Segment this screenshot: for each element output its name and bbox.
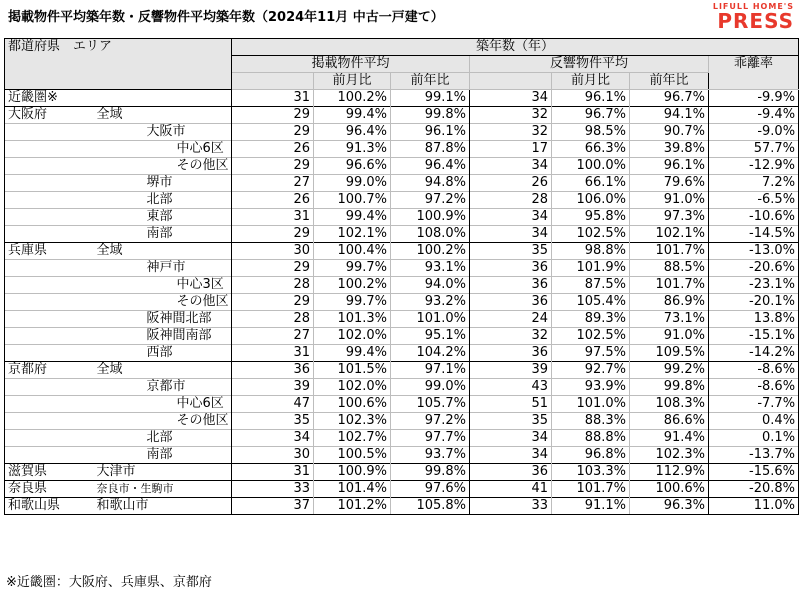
table-row — [5, 243, 799, 260]
prefecture-cell: 兵庫県 — [5, 243, 89, 260]
prefecture-cell — [5, 141, 89, 158]
value-cell-gap: 13.8% — [709, 311, 799, 328]
value-cell-gap: -9.4% — [709, 107, 799, 124]
region-header: 都道府県 エリア — [5, 39, 232, 90]
value-cell-gap: -9.9% — [709, 90, 799, 107]
prefecture-cell — [5, 345, 89, 362]
value-cell-lmom: 100.2% — [314, 277, 391, 294]
table-row — [5, 396, 799, 413]
value-cell-lmom: 102.0% — [314, 379, 391, 396]
prefecture-cell — [5, 311, 89, 328]
value-cell-gap: -6.5% — [709, 192, 799, 209]
prefecture-cell — [5, 447, 89, 464]
value-cell-gap: -14.2% — [709, 345, 799, 362]
table-row — [5, 379, 799, 396]
value-cell-lyoy: 97.2% — [391, 192, 470, 209]
value-cell-gap: 0.1% — [709, 430, 799, 447]
value-cell-lyoy: 105.7% — [391, 396, 470, 413]
value-cell-lyoy: 97.2% — [391, 413, 470, 430]
logo-line2: PRESS — [717, 9, 794, 33]
value-cell-lmom: 100.9% — [314, 464, 391, 481]
value-cell-iyoy: 88.5% — [630, 260, 709, 277]
listed-mom-header: 前月比 — [314, 73, 391, 90]
value-cell-inq: 34 — [470, 430, 552, 447]
value-cell-gap: -15.6% — [709, 464, 799, 481]
value-cell-listed: 28 — [232, 277, 314, 294]
area-cell: 堺市 — [89, 175, 232, 192]
value-cell-inq: 51 — [470, 396, 552, 413]
table-row — [5, 447, 799, 464]
value-cell-inq: 26 — [470, 175, 552, 192]
value-cell-lmom: 99.4% — [314, 107, 391, 124]
prefecture-cell — [5, 175, 89, 192]
value-cell-imom: 101.0% — [552, 396, 630, 413]
value-cell-lmom: 101.3% — [314, 311, 391, 328]
table-row — [5, 260, 799, 277]
value-cell-iyoy: 86.6% — [630, 413, 709, 430]
value-cell-lmom: 99.7% — [314, 260, 391, 277]
value-cell-inq: 17 — [470, 141, 552, 158]
value-cell-imom: 105.4% — [552, 294, 630, 311]
value-cell-listed: 30 — [232, 243, 314, 260]
value-cell-imom: 102.5% — [552, 226, 630, 243]
value-cell-iyoy: 100.6% — [630, 481, 709, 498]
area-cell: 南部 — [89, 226, 232, 243]
area-cell: 北部 — [89, 430, 232, 447]
prefecture-cell: 大阪府 — [5, 107, 89, 124]
prefecture-cell — [5, 209, 89, 226]
value-cell-iyoy: 102.3% — [630, 447, 709, 464]
value-cell-lyoy: 105.8% — [391, 498, 470, 515]
gap-header: 乖離率 — [709, 56, 799, 90]
area-cell: 大津市 — [89, 464, 232, 481]
prefecture-cell — [5, 226, 89, 243]
age-header: 築年数（年） — [232, 39, 799, 56]
value-cell-inq: 34 — [470, 447, 552, 464]
value-cell-iyoy: 86.9% — [630, 294, 709, 311]
value-cell-imom: 98.8% — [552, 243, 630, 260]
prefecture-cell: 奈良県 — [5, 481, 89, 498]
value-cell-iyoy: 101.7% — [630, 277, 709, 294]
value-cell-lmom: 99.4% — [314, 345, 391, 362]
value-cell-iyoy: 39.8% — [630, 141, 709, 158]
value-cell-lyoy: 108.0% — [391, 226, 470, 243]
value-cell-iyoy: 90.7% — [630, 124, 709, 141]
value-cell-lmom: 96.6% — [314, 158, 391, 175]
value-cell-gap: -7.7% — [709, 396, 799, 413]
prefecture-cell — [5, 192, 89, 209]
value-cell-listed: 26 — [232, 192, 314, 209]
area-cell: 和歌山市 — [89, 498, 232, 515]
prefecture-cell: 近畿圏※ — [5, 90, 89, 107]
value-cell-inq: 34 — [470, 226, 552, 243]
value-cell-lmom: 100.2% — [314, 90, 391, 107]
table-row — [5, 430, 799, 447]
value-cell-gap: -23.1% — [709, 277, 799, 294]
value-cell-gap: -9.0% — [709, 124, 799, 141]
value-cell-inq: 43 — [470, 379, 552, 396]
table-row — [5, 328, 799, 345]
value-cell-iyoy: 101.7% — [630, 243, 709, 260]
value-cell-imom: 93.9% — [552, 379, 630, 396]
value-cell-listed: 39 — [232, 379, 314, 396]
value-cell-lyoy: 93.2% — [391, 294, 470, 311]
value-cell-gap: -14.5% — [709, 226, 799, 243]
value-cell-lyoy: 94.8% — [391, 175, 470, 192]
value-cell-lyoy: 96.1% — [391, 124, 470, 141]
value-cell-imom: 96.1% — [552, 90, 630, 107]
area-cell: 北部 — [89, 192, 232, 209]
value-cell-imom: 96.7% — [552, 107, 630, 124]
prefecture-cell — [5, 294, 89, 311]
table-row — [5, 141, 799, 158]
value-cell-iyoy: 102.1% — [630, 226, 709, 243]
value-cell-imom: 103.3% — [552, 464, 630, 481]
value-cell-iyoy: 96.1% — [630, 158, 709, 175]
value-cell-lyoy: 99.8% — [391, 107, 470, 124]
value-cell-inq: 41 — [470, 481, 552, 498]
table-row — [5, 311, 799, 328]
value-cell-listed: 29 — [232, 294, 314, 311]
value-cell-inq: 34 — [470, 209, 552, 226]
area-cell: その他区 — [89, 413, 232, 430]
table-row — [5, 464, 799, 481]
table-row — [5, 124, 799, 141]
value-cell-gap: -20.1% — [709, 294, 799, 311]
area-cell: 阪神間南部 — [89, 328, 232, 345]
prefecture-cell: 京都府 — [5, 362, 89, 379]
value-cell-iyoy: 99.2% — [630, 362, 709, 379]
report-title: 掲載物件平均築年数・反響物件平均築年数（2024年11月 中古一戸建て） — [8, 10, 444, 25]
value-cell-lmom: 100.5% — [314, 447, 391, 464]
value-cell-imom: 66.1% — [552, 175, 630, 192]
value-cell-imom: 89.3% — [552, 311, 630, 328]
header-row-1 — [5, 39, 799, 56]
value-cell-imom: 101.7% — [552, 481, 630, 498]
value-cell-lyoy: 99.1% — [391, 90, 470, 107]
value-cell-lyoy: 93.7% — [391, 447, 470, 464]
value-cell-lyoy: 97.7% — [391, 430, 470, 447]
table-row — [5, 362, 799, 379]
area-cell: 京都市 — [89, 379, 232, 396]
value-cell-lyoy: 95.1% — [391, 328, 470, 345]
value-cell-lyoy: 104.2% — [391, 345, 470, 362]
value-cell-listed: 29 — [232, 260, 314, 277]
prefecture-cell — [5, 396, 89, 413]
table-row — [5, 345, 799, 362]
value-cell-listed: 31 — [232, 209, 314, 226]
value-cell-listed: 31 — [232, 345, 314, 362]
prefecture-cell — [5, 260, 89, 277]
value-cell-lmom: 100.4% — [314, 243, 391, 260]
inquiry-mom-header: 前月比 — [552, 73, 630, 90]
value-cell-inq: 34 — [470, 90, 552, 107]
value-cell-iyoy: 73.1% — [630, 311, 709, 328]
area-cell: 中心6区 — [89, 396, 232, 413]
value-cell-iyoy: 97.3% — [630, 209, 709, 226]
value-cell-lyoy: 100.9% — [391, 209, 470, 226]
area-cell: 西部 — [89, 345, 232, 362]
value-cell-lyoy: 87.8% — [391, 141, 470, 158]
value-cell-iyoy: 96.3% — [630, 498, 709, 515]
value-cell-gap: -20.6% — [709, 260, 799, 277]
value-cell-lmom: 99.7% — [314, 294, 391, 311]
value-cell-gap: -13.0% — [709, 243, 799, 260]
value-cell-listed: 47 — [232, 396, 314, 413]
value-cell-listed: 37 — [232, 498, 314, 515]
value-cell-inq: 32 — [470, 328, 552, 345]
value-cell-imom: 87.5% — [552, 277, 630, 294]
value-cell-lmom: 102.3% — [314, 413, 391, 430]
table-row — [5, 498, 799, 515]
value-cell-listed: 36 — [232, 362, 314, 379]
value-cell-imom: 96.8% — [552, 447, 630, 464]
value-cell-iyoy: 99.8% — [630, 379, 709, 396]
value-cell-lmom: 96.4% — [314, 124, 391, 141]
area-cell: その他区 — [89, 158, 232, 175]
prefecture-cell — [5, 413, 89, 430]
value-cell-imom: 92.7% — [552, 362, 630, 379]
logo-line1: LIFULL HOME'S — [712, 2, 794, 11]
value-cell-lmom: 101.4% — [314, 481, 391, 498]
value-cell-lmom: 102.1% — [314, 226, 391, 243]
age-table — [4, 38, 799, 515]
listed-header: 掲載物件平均 — [232, 56, 470, 73]
value-cell-lyoy: 96.4% — [391, 158, 470, 175]
table-row — [5, 226, 799, 243]
brand-logo — [713, 2, 794, 31]
value-cell-gap: 0.4% — [709, 413, 799, 430]
value-cell-lmom: 100.6% — [314, 396, 391, 413]
value-cell-imom: 88.8% — [552, 430, 630, 447]
value-cell-iyoy: 96.7% — [630, 90, 709, 107]
value-cell-listed: 27 — [232, 328, 314, 345]
value-cell-gap: -12.9% — [709, 158, 799, 175]
value-cell-imom: 88.3% — [552, 413, 630, 430]
value-cell-listed: 33 — [232, 481, 314, 498]
value-cell-inq: 32 — [470, 107, 552, 124]
area-cell: 全域 — [89, 107, 232, 124]
value-cell-inq: 36 — [470, 277, 552, 294]
table-row — [5, 294, 799, 311]
value-cell-listed: 29 — [232, 107, 314, 124]
value-cell-inq: 32 — [470, 124, 552, 141]
listed-avg-blank — [232, 73, 314, 90]
value-cell-imom: 91.1% — [552, 498, 630, 515]
value-cell-lyoy: 94.0% — [391, 277, 470, 294]
prefecture-cell — [5, 277, 89, 294]
table-row — [5, 413, 799, 430]
value-cell-imom: 66.3% — [552, 141, 630, 158]
value-cell-gap: 57.7% — [709, 141, 799, 158]
value-cell-listed: 35 — [232, 413, 314, 430]
value-cell-lmom: 101.5% — [314, 362, 391, 379]
value-cell-imom: 106.0% — [552, 192, 630, 209]
value-cell-gap: -20.8% — [709, 481, 799, 498]
area-cell: 大阪市 — [89, 124, 232, 141]
value-cell-listed: 34 — [232, 430, 314, 447]
value-cell-inq: 34 — [470, 158, 552, 175]
area-cell: 中心6区 — [89, 141, 232, 158]
value-cell-listed: 27 — [232, 175, 314, 192]
value-cell-gap: 11.0% — [709, 498, 799, 515]
value-cell-gap: 7.2% — [709, 175, 799, 192]
value-cell-listed: 29 — [232, 124, 314, 141]
value-cell-inq: 39 — [470, 362, 552, 379]
value-cell-lmom: 99.0% — [314, 175, 391, 192]
value-cell-imom: 102.5% — [552, 328, 630, 345]
value-cell-lmom: 102.0% — [314, 328, 391, 345]
prefecture-cell: 和歌山県 — [5, 498, 89, 515]
table-row — [5, 158, 799, 175]
area-cell: 東部 — [89, 209, 232, 226]
table-row — [5, 481, 799, 498]
value-cell-listed: 29 — [232, 226, 314, 243]
value-cell-listed: 29 — [232, 158, 314, 175]
value-cell-listed: 26 — [232, 141, 314, 158]
prefecture-cell: 滋賀県 — [5, 464, 89, 481]
area-cell: 阪神間北部 — [89, 311, 232, 328]
prefecture-cell — [5, 379, 89, 396]
value-cell-lyoy: 101.0% — [391, 311, 470, 328]
value-cell-gap: -15.1% — [709, 328, 799, 345]
value-cell-lyoy: 99.8% — [391, 464, 470, 481]
table-row — [5, 175, 799, 192]
value-cell-lmom: 100.7% — [314, 192, 391, 209]
value-cell-iyoy: 94.1% — [630, 107, 709, 124]
value-cell-imom: 101.9% — [552, 260, 630, 277]
value-cell-lyoy: 97.1% — [391, 362, 470, 379]
value-cell-imom: 100.0% — [552, 158, 630, 175]
value-cell-inq: 33 — [470, 498, 552, 515]
value-cell-listed: 31 — [232, 464, 314, 481]
value-cell-inq: 36 — [470, 260, 552, 277]
value-cell-imom: 97.5% — [552, 345, 630, 362]
table-row — [5, 90, 799, 107]
value-cell-lmom: 101.2% — [314, 498, 391, 515]
value-cell-iyoy: 109.5% — [630, 345, 709, 362]
value-cell-inq: 36 — [470, 345, 552, 362]
prefecture-cell — [5, 124, 89, 141]
value-cell-iyoy: 108.3% — [630, 396, 709, 413]
value-cell-iyoy: 91.0% — [630, 192, 709, 209]
value-cell-imom: 98.5% — [552, 124, 630, 141]
value-cell-inq: 35 — [470, 243, 552, 260]
value-cell-lyoy: 93.1% — [391, 260, 470, 277]
inquiry-avg-blank — [470, 73, 552, 90]
value-cell-inq: 24 — [470, 311, 552, 328]
value-cell-gap: -8.6% — [709, 362, 799, 379]
prefecture-cell — [5, 430, 89, 447]
inquiry-yoy-header: 前年比 — [630, 73, 709, 90]
value-cell-iyoy: 112.9% — [630, 464, 709, 481]
value-cell-lmom: 102.7% — [314, 430, 391, 447]
area-cell: 全域 — [89, 243, 232, 260]
value-cell-gap: -13.7% — [709, 447, 799, 464]
value-cell-lmom: 99.4% — [314, 209, 391, 226]
area-cell: 神戸市 — [89, 260, 232, 277]
area-cell: その他区 — [89, 294, 232, 311]
area-cell: 全域 — [89, 362, 232, 379]
area-cell — [89, 90, 232, 107]
value-cell-iyoy: 91.4% — [630, 430, 709, 447]
value-cell-inq: 35 — [470, 413, 552, 430]
value-cell-imom: 95.8% — [552, 209, 630, 226]
value-cell-lmom: 91.3% — [314, 141, 391, 158]
value-cell-gap: -10.6% — [709, 209, 799, 226]
value-cell-listed: 30 — [232, 447, 314, 464]
area-cell: 中心3区 — [89, 277, 232, 294]
inquiry-header: 反響物件平均 — [470, 56, 709, 73]
listed-yoy-header: 前年比 — [391, 73, 470, 90]
value-cell-inq: 36 — [470, 464, 552, 481]
table-row — [5, 277, 799, 294]
value-cell-lyoy: 99.0% — [391, 379, 470, 396]
footnote: ※近畿圏：大阪府、兵庫県、京都府 — [6, 575, 212, 590]
table-row — [5, 192, 799, 209]
value-cell-iyoy: 91.0% — [630, 328, 709, 345]
value-cell-gap: -8.6% — [709, 379, 799, 396]
value-cell-lyoy: 97.6% — [391, 481, 470, 498]
value-cell-listed: 28 — [232, 311, 314, 328]
prefecture-cell — [5, 328, 89, 345]
table-row — [5, 209, 799, 226]
prefecture-cell — [5, 158, 89, 175]
table-row — [5, 107, 799, 124]
area-cell: 奈良市・生駒市 — [89, 481, 232, 498]
value-cell-listed: 31 — [232, 90, 314, 107]
value-cell-inq: 36 — [470, 294, 552, 311]
value-cell-iyoy: 79.6% — [630, 175, 709, 192]
value-cell-inq: 28 — [470, 192, 552, 209]
area-cell: 南部 — [89, 447, 232, 464]
value-cell-lyoy: 100.2% — [391, 243, 470, 260]
